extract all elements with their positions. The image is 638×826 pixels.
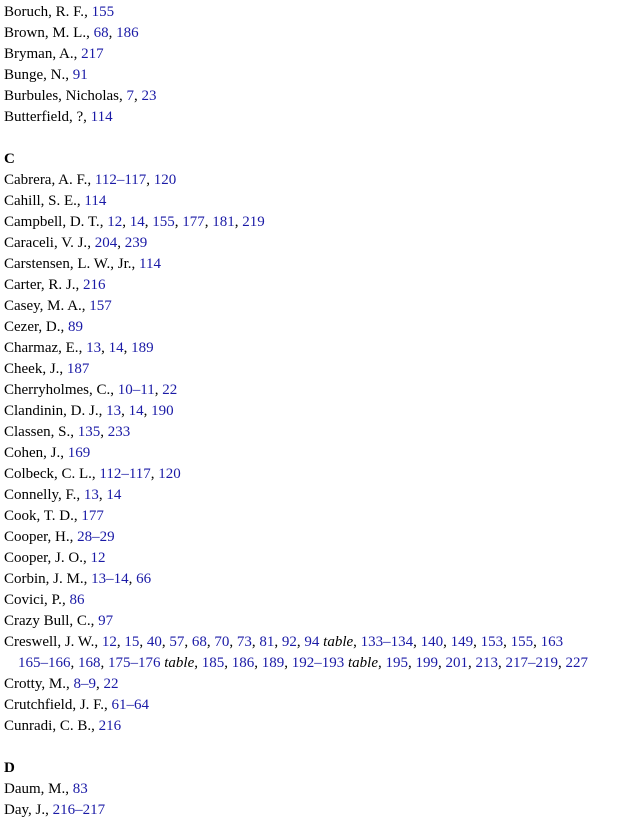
page-reference-link[interactable]: 140 [420,634,444,650]
page-reference-link[interactable]: 239 [124,235,148,251]
page-reference-link[interactable]: 22 [162,382,178,398]
page-reference-link[interactable]: 216 [98,718,122,734]
page-reference-link[interactable]: 189 [261,655,285,671]
page-reference-link[interactable]: 14 [129,214,145,230]
page-reference-link[interactable]: 114 [139,256,161,272]
page-reference-link[interactable]: 216–217 [52,802,106,818]
page-reference-link[interactable]: 12 [107,214,123,230]
author-name: Cook, T. D. [4,508,74,524]
page-reference-link[interactable]: 185 [201,655,225,671]
page-reference-link[interactable]: 177 [81,508,104,524]
page-reference-link[interactable]: 12 [101,634,117,650]
author-name: Butterfield, ? [4,109,84,125]
page-reference-link[interactable]: 70 [214,634,230,650]
index-entry: Covici, P., 86 [4,592,85,608]
page-reference-link[interactable]: 112–117 [99,466,151,482]
page-reference-link[interactable]: 217–219 [505,655,558,671]
index-entry: Burbules, Nicholas, 7, 23 [4,88,157,104]
page-reference-link[interactable]: 22 [103,676,119,692]
author-name: Bryman, A. [4,46,74,62]
author-name: Cunradi, C. B. [4,718,92,734]
author-name: Corbin, J. M. [4,571,84,587]
section-letter: D [4,760,15,776]
author-name: Carstensen, L. W., Jr. [4,256,132,272]
index-entry: Charmaz, E., 13, 14, 189 [4,340,154,356]
index-entry: Colbeck, C. L., 112–117, 120 [4,466,181,482]
page-reference-link[interactable]: 120 [153,172,177,188]
author-name: Cahill, S. E. [4,193,77,209]
index-entry: Bunge, N., 91 [4,67,88,83]
author-name: Day, J. [4,802,46,818]
author-name: Cabrera, A. F. [4,172,88,188]
page-reference-link[interactable]: 14 [128,403,144,419]
index-entry: Cabrera, A. F., 112–117, 120 [4,172,177,188]
author-name: Colbeck, C. L. [4,466,92,482]
page-reference-link[interactable]: 187 [66,361,90,377]
page-reference-link[interactable]: 204 [94,235,118,251]
page-reference-link[interactable]: 73 [236,634,252,650]
page-reference-link[interactable]: 97 [98,613,114,629]
page-reference-link[interactable]: 14 [106,487,122,503]
page-reference-link[interactable]: 13 [86,340,102,356]
page-reference-link[interactable]: 175–176 [108,655,161,671]
page-reference-link[interactable]: 81 [259,634,275,650]
page-reference-link[interactable]: 94 [304,634,320,650]
index-entry: Cook, T. D., 177 [4,508,104,524]
page-reference-link[interactable]: 217 [81,46,104,62]
author-name: Cohen, J. [4,445,61,461]
index-entry: Brown, M. L., 68, 186 [4,25,139,41]
author-name: Cezer, D. [4,319,61,335]
index-entry: Day, J., 216–217 [4,802,106,818]
page-reference-link[interactable]: 120 [158,466,181,482]
index-entry: Boruch, R. F., 155 [4,4,115,20]
index-entry: Cooper, J. O., 12 [4,550,106,566]
page-reference-link[interactable]: 114 [90,109,113,125]
index-entry: Connelly, F., 13, 14 [4,487,122,503]
page-reference-link[interactable]: 186 [116,25,139,41]
index-entry: Cunradi, C. B., 216 [4,718,122,734]
author-name: Boruch, R. F. [4,4,85,20]
index-entry: Carstensen, L. W., Jr., 114 [4,256,161,272]
author-name: Bunge, N. [4,67,66,83]
author-name: Campbell, D. T. [4,214,100,230]
page-reference-link[interactable]: 57 [169,634,185,650]
page-reference-link[interactable]: 227 [565,655,588,671]
page-reference-link[interactable]: 216 [82,277,106,293]
page-reference-link[interactable]: 114 [84,193,107,209]
page-reference-link[interactable]: 219 [242,214,265,230]
author-name: Classen, S. [4,424,71,440]
table-note: table [348,655,378,671]
author-name: Brown, M. L. [4,25,87,41]
index-entry: Butterfield, ?, 114 [4,109,113,125]
index-entry: Crutchfield, J. F., 61–64 [4,697,150,713]
page-reference-link[interactable]: 155 [152,214,175,230]
index-entry: Cahill, S. E., 114 [4,193,107,209]
table-note: table [164,655,195,671]
index-entry: Campbell, D. T., 12, 14, 155, 177, 181, 219 [4,214,265,230]
page-reference-link[interactable]: 168 [78,655,101,671]
page-reference-link[interactable]: 68 [93,25,109,41]
page-reference-link[interactable]: 13–14 [91,571,129,587]
author-name: Cooper, J. O. [4,550,83,566]
index-entry: Cezer, D., 89 [4,319,83,335]
page-reference-link[interactable]: 86 [69,592,85,608]
page-reference-link[interactable]: 68 [191,634,207,650]
page-reference-link[interactable]: 201 [445,655,468,671]
page-reference-link[interactable]: 192–193 [291,655,345,671]
page-reference-link[interactable]: 66 [136,571,152,587]
author-name: Carter, R. J. [4,277,76,293]
index-entry: Cheek, J., 187 [4,361,90,377]
index-entry: Bryman, A., 217 [4,46,104,62]
author-name: Casey, M. A. [4,298,82,314]
author-name: Crazy Bull, C. [4,613,91,629]
table-note: table [323,634,354,650]
page-reference-link[interactable]: 83 [72,781,88,797]
page-reference-link[interactable]: 61–64 [111,697,150,713]
author-name: Connelly, F. [4,487,77,503]
index-entry: Creswell, J. W., 12, 15, 40, 57, 68, 70, 73, 81, 92, 94 table, 133–134, 140, 149, 153, 155, 163 165–166, 168, 175–176 table, 185, 186, 189, 192–193 table, 195, 199, 201, 213, 217–219, 227 [4,632,638,674]
author-name: Cheek, J. [4,361,60,377]
author-name: Creswell, J. W. [4,634,95,650]
author-name: Caraceli, V. J. [4,235,88,251]
index-entry: Corbin, J. M., 13–14, 66 [4,571,152,587]
page-reference-link[interactable]: 92 [281,634,297,650]
page-reference-link[interactable]: 186 [231,655,255,671]
page-reference-link[interactable]: 112–117 [94,172,147,188]
page-reference-link[interactable]: 155 [510,634,534,650]
author-name: Charmaz, E. [4,340,79,356]
page-reference-link[interactable]: 7 [126,88,134,104]
page-reference-link[interactable]: 181 [212,214,235,230]
page-reference-link[interactable]: 91 [72,67,88,83]
page-reference-link[interactable]: 23 [141,88,157,104]
page-reference-link[interactable]: 213 [475,655,498,671]
author-name: Crutchfield, J. F. [4,697,105,713]
page-reference-link[interactable]: 135 [77,424,101,440]
index-entry: Cherryholmes, C., 10–11, 22 [4,382,178,398]
author-name: Daum, M. [4,781,66,797]
entry-continuation: 165–166, 168, 175–176 table, 185, 186, 189, 192–193 table, 195, 199, 201, 213, 217–219, 227 [18,655,588,671]
page-reference-link[interactable]: 165–166 [18,655,71,671]
page-reference-link[interactable]: 163 [540,634,564,650]
page-reference-link[interactable]: 153 [480,634,504,650]
page-reference-link[interactable]: 155 [91,4,115,20]
page-reference-link[interactable]: 189 [131,340,154,356]
page-reference-link[interactable]: 10–11 [117,382,155,398]
index-entry: Daum, M., 83 [4,781,88,797]
index-entry: Cooper, H., 28–29 [4,529,115,545]
page-reference-link[interactable]: 28–29 [77,529,115,545]
page-reference-link[interactable]: 149 [450,634,474,650]
index-entry: Clandinin, D. J., 13, 14, 190 [4,403,174,419]
index-entry: Cohen, J., 169 [4,445,91,461]
index-entry: Casey, M. A., 157 [4,298,112,314]
author-name: Cherryholmes, C. [4,382,111,398]
page-reference-link[interactable]: 8–9 [73,676,96,692]
page-reference-link[interactable]: 13 [106,403,122,419]
page-reference-link[interactable]: 169 [67,445,91,461]
author-name: Cooper, H. [4,529,70,545]
page-reference-link[interactable]: 13 [83,487,99,503]
page-reference-link[interactable]: 233 [107,424,131,440]
page-reference-link[interactable]: 89 [67,319,83,335]
index-entry: Crazy Bull, C., 97 [4,613,114,629]
author-name: Covici, P. [4,592,62,608]
page-reference-link[interactable]: 133–134 [360,634,414,650]
index-entry: Classen, S., 135, 233 [4,424,131,440]
page-reference-link[interactable]: 40 [146,634,162,650]
page-reference-link[interactable]: 177 [182,214,205,230]
index-entry: Carter, R. J., 216 [4,277,106,293]
page-reference-link[interactable]: 15 [124,634,140,650]
author-name: Crotty, M. [4,676,66,692]
section-letter: C [4,151,15,167]
page-reference-link[interactable]: 195 [385,655,408,671]
index-entry: Caraceli, V. J., 204, 239 [4,235,148,251]
page-reference-link[interactable]: 190 [151,403,174,419]
author-name: Clandinin, D. J. [4,403,99,419]
page-reference-link[interactable]: 199 [415,655,438,671]
page-reference-link[interactable]: 12 [90,550,106,566]
page-reference-link[interactable]: 157 [89,298,112,314]
author-name: Burbules, Nicholas [4,88,119,104]
index-entry: Crotty, M., 8–9, 22 [4,676,119,692]
page-reference-link[interactable]: 14 [108,340,124,356]
